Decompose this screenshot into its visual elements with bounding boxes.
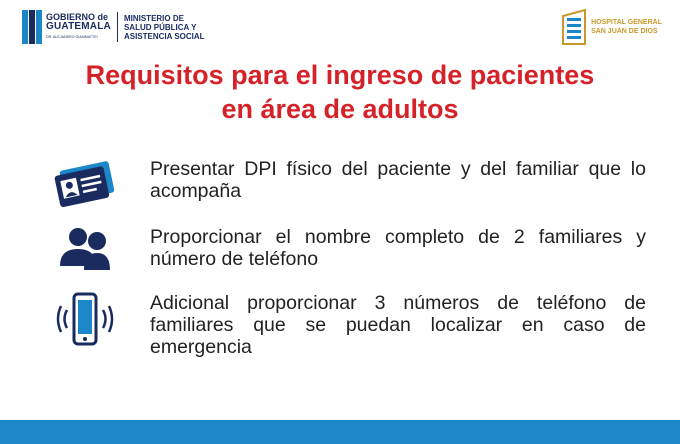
footer-bar (0, 420, 680, 444)
title-line2: en área de adultos (221, 94, 459, 124)
government-logo (22, 10, 205, 44)
hospital-name (591, 18, 662, 36)
requirement-item (52, 290, 652, 358)
page-title (0, 58, 680, 126)
ministry-line1: MINISTERIO DE (123, 13, 184, 23)
ministry-name (124, 14, 205, 41)
ministry-line2: SALUD PÚBLICA Y (123, 22, 197, 32)
people-icon (52, 220, 118, 280)
gov-line2: GUATEMALA (46, 21, 111, 32)
ministry-line3: ASISTENCIA SOCIAL (123, 31, 205, 41)
phone-icon (52, 290, 118, 350)
gov-line3: DR. ALEJANDRO GIAMMATTEI (46, 35, 98, 39)
requirement-text: Adicional proporcionar 3 números de teléfono de familiares que se puedan localizar en caso de emergencia (150, 292, 646, 358)
logo-divider (117, 12, 118, 42)
hospital-logo (559, 8, 662, 46)
requirement-text: Presentar DPI físico del paciente y del familiar que lo acompaña (150, 158, 646, 202)
requirement-item (52, 152, 652, 212)
gov-line1: GOBIERNO de (46, 12, 109, 22)
id-card-icon (52, 152, 118, 212)
hospital-line2: SAN JUAN DE DIOS (591, 28, 658, 35)
requirement-item (52, 220, 652, 280)
gov-name (46, 12, 111, 42)
hospital-building-icon (559, 8, 589, 46)
title-line1: Requisitos para el ingreso de pacientes (85, 60, 595, 90)
requirement-text: Proporcionar el nombre completo de 2 familiares y número de teléfono (150, 226, 646, 270)
flag-emblem-icon (22, 10, 42, 44)
hospital-line1: HOSPITAL GENERAL (591, 19, 662, 26)
